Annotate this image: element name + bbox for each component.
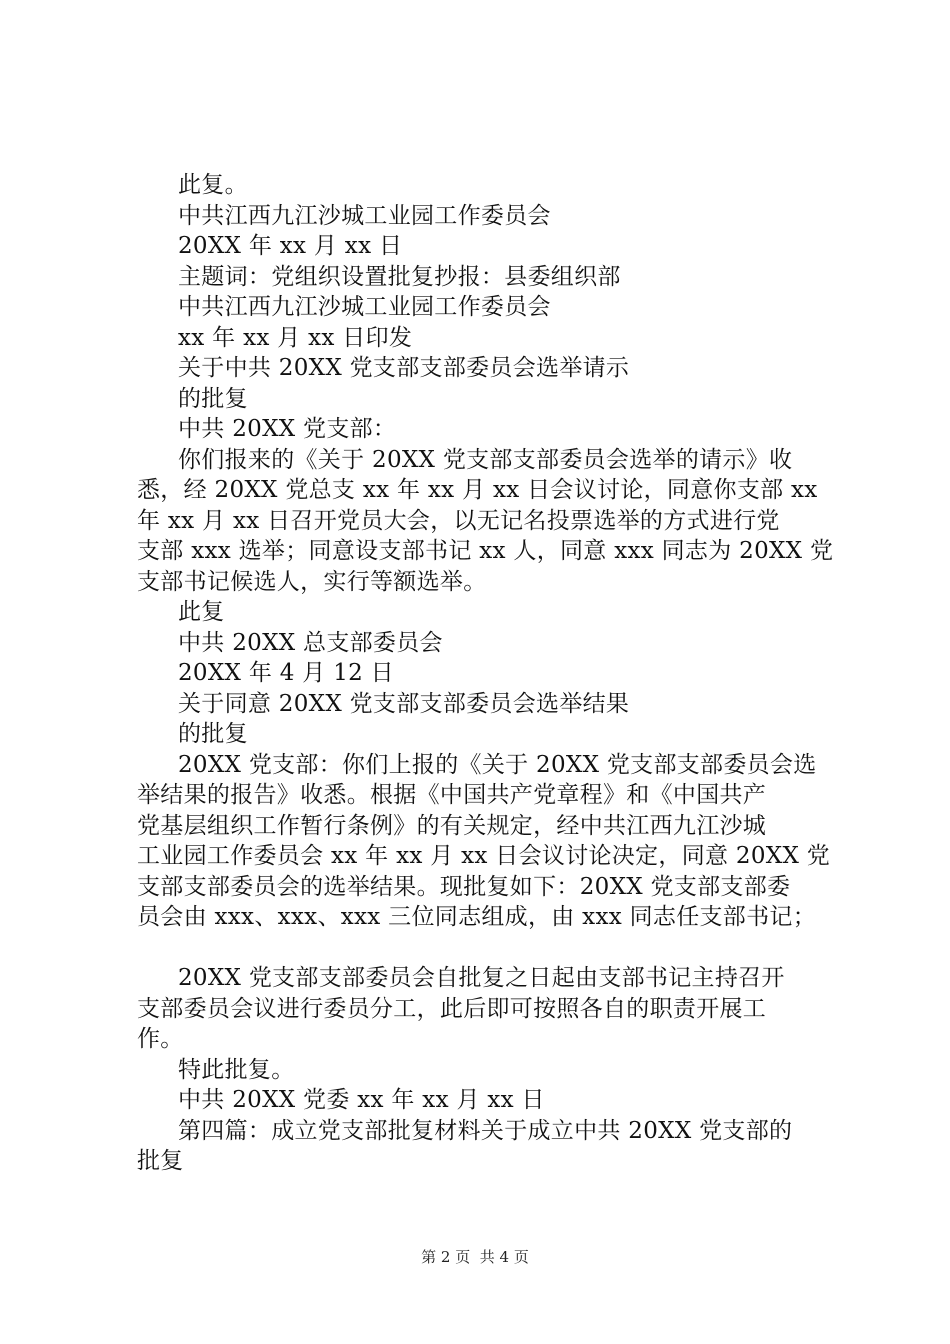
- text-line: 党基层组织工作暂行条例》的有关规定，经中共江西九江沙城: [137, 812, 767, 839]
- text-line: 的批复: [178, 721, 248, 747]
- text-line: 中共江西九江沙城工业园工作委员会: [178, 294, 551, 320]
- text-line: 工业园工作委员会 xx 年 xx 月 xx 日会议讨论决定，同意 20XX 党: [137, 843, 831, 869]
- text-line: 的批复: [178, 385, 248, 412]
- text-line: 关于中共 20XX 党支部支部委员会选举请示: [178, 355, 630, 381]
- text-line: 举结果的报告》收悉。根据《中国共产党章程》和《中国共产: [137, 782, 767, 808]
- text-line: 员会由 xxx、xxx、xxx 三位同志组成，由 xxx 同志任支部书记；: [137, 904, 816, 930]
- text-line: 你们报来的《关于 20XX 党支部支部委员会选举的请示》收: [178, 446, 793, 473]
- text-line: 批复: [137, 1148, 184, 1174]
- text-line: 中共 20XX 党支部：: [178, 416, 397, 442]
- text-line: 中共江西九江沙城工业园工作委员会: [178, 202, 551, 229]
- text-line: 支部委员会议进行委员分工，此后即可按照各自的职责开展工: [137, 995, 767, 1022]
- document-body: [137, 170, 852, 1177]
- text-line: 20XX 年 4 月 12 日: [178, 660, 394, 686]
- paragraph-gap: [137, 933, 852, 964]
- text-line: 第四篇：成立党支部批复材料关于成立中共 20XX 党支部的: [178, 1117, 793, 1144]
- text-line: 20XX 党支部：你们上报的《关于 20XX 党支部支部委员会选: [178, 751, 817, 778]
- text-line: 中共 20XX 总支部委员会: [178, 629, 443, 656]
- text-line: xx 年 xx 月 xx 日印发: [178, 324, 413, 351]
- text-line: 悉，经 20XX 党总支 xx 年 xx 月 xx 日会议讨论，同意你支部 xx: [137, 477, 818, 503]
- text-line: 此复: [178, 599, 225, 625]
- text-line: 特此批复。: [178, 1056, 295, 1083]
- text-line: 中共 20XX 党委 xx 年 xx 月 xx 日: [178, 1087, 545, 1113]
- text-line: 关于同意 20XX 党支部支部委员会选举结果: [178, 690, 630, 717]
- text-line: 支部支部委员会的选举结果。现批复如下：20XX 党支部支部委: [137, 873, 791, 900]
- text-line: 主题词：党组织设置批复抄报：县委组织部: [178, 263, 621, 290]
- text-line: 此复。: [178, 172, 248, 198]
- text-line: 年 xx 月 xx 日召开党员大会，以无记名投票选举的方式进行党: [137, 507, 780, 534]
- text-line: 支部 xxx 选举；同意设支部书记 xx 人，同意 xxx 同志为 20XX 党: [137, 538, 834, 564]
- page-number-footer: 第 2 页 共 4 页: [421, 1248, 529, 1266]
- text-line: 支部书记候选人，实行等额选举。: [137, 568, 487, 595]
- text-line: 20XX 年 xx 月 xx 日: [178, 233, 403, 259]
- text-line: 20XX 党支部支部委员会自批复之日起由支部书记主持召开: [178, 965, 785, 991]
- text-line: 作。: [137, 1026, 184, 1052]
